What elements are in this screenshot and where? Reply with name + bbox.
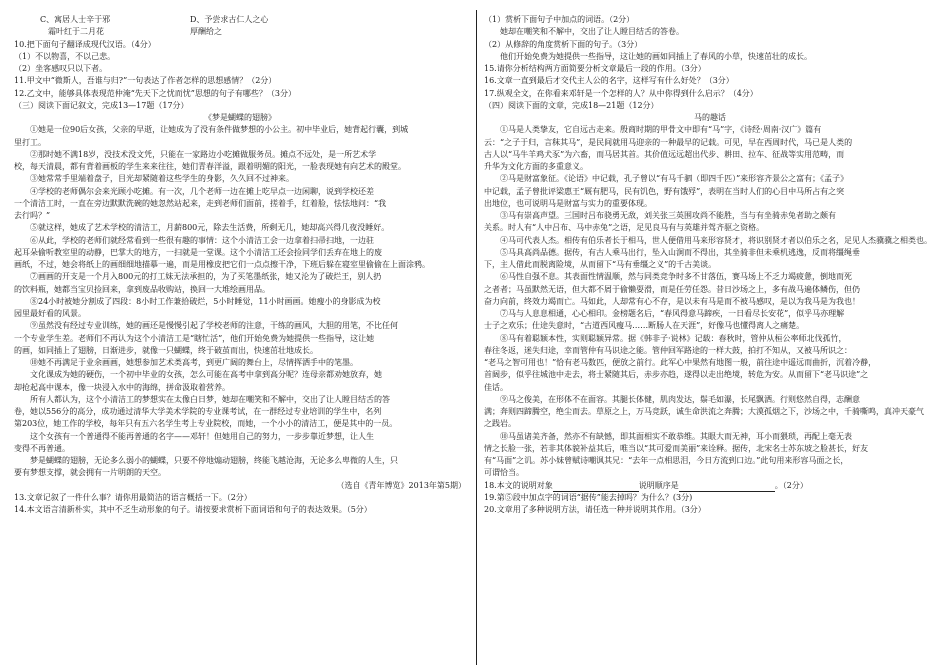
question-14-1: （1）赏析下面句子中加点的词语。（2分） [484,15,635,24]
paragraph-line: 出地位，也可说明马是财富与实力的重要体现。 [484,198,652,208]
paragraph-line: 云：“之子于归，言秣其马”，是民间就用马迎亲的一种最早的记载。可见，早在西周时代，马已是人类的 [484,137,853,147]
paragraph-line: 关系。时人有“人中吕布、马中赤兔”之语，足见良马有与英雄并驾齐驱之资格。 [484,223,765,233]
article-title: 《梦是蝴蝶的翅膀》 [204,113,276,122]
question-16: 16.文章一直到最后才交代主人公的名字，这样写有什么好处？（3分） [484,76,734,86]
paragraph-line: 春往冬返，迷失归途，幸而管仲有马识途之能。管仲回军路途的一样大鼓，拍打不知从，又被马所识之： [484,345,852,355]
paragraph-line: 第203位，她工作的学校，每年只有五六名学生考上专业院校，而她，一个小小的清洁工，便是其中的一员。 [14,419,398,429]
paragraph-line: 奋力向前，终效力竭而亡。马如此，人却常有心不存，是以未有马是而不被马感叹，是以为我马是为我也！ [484,296,860,306]
paragraph-line: 梦是蝴蝶的翅膀，无论多么弱小的蝴蝶，只要不停地煽动翅膀，终能飞越沧海，无论多么卑微的人生，只 [30,456,398,465]
paragraph-line: 一个清洁工时，一直在旁边默默洗碗的她忽然站起来，走到老师们面前，搓着手，红着脸，怯怯地问：“我 [14,198,387,208]
paragraph-line: ③她常常手里端着盘子，目光却紧随着这些学生的身影，久久回不过神来。 [30,174,294,184]
paragraph-line: ⑦画画的开支是一个月入800元的打工妹无法承担的，为了买笔墨纸张，她又沦为了破烂王，别人扔 [30,272,382,282]
paragraph-line: ④学校的老师偶尔会来光顾小吃摊。有一次，几个老师一边在摊上吃早点一边闲聊，说到学校还差 [30,186,374,196]
question-10: 10.把下面句子翻译成现代汉语。（4分） [14,39,156,49]
option-d-2: 厚酬给之 [190,27,222,37]
options-row-2 [14,26,466,38]
question-20: 20.文章用了多种说明方法，请任选一种并说明其作用。（3分） [484,505,706,514]
paragraph-line: ③马有崇高声望。三国时吕布骁勇无敌，刘关张三英围攻尚不能胜，当与有坐骑赤兔者助之颇有 [500,211,836,220]
paragraph-line: 文化课成为她的硬伤，一个初中毕业的女孩，怎么可能在高考中拿到高分呢？连母亲都劝她放弃，她 [30,370,382,380]
paragraph-line: 有“马面”之讥。苏小妹曾赋诗嘲讽其兄：“去年一点相思泪，今日方流到口边。”此句用来形容马面之长， [484,456,849,465]
paragraph-line: 之者者；马虽默然无语，但大都不屑于偷懒耍滑，而是任劳任怨。昔日沙场之上，多有战马遍体鳞伤，但仍 [484,284,860,294]
paragraph-line: 士子之欢乐；仕途失意时，“古道西风瘦马……断肠人在天涯”，好像马也懂得离人之痛楚。 [484,321,805,331]
paragraph-line: 要有梦想支撑，就会拥有一片明朗的天空。 [14,468,166,478]
section-4-heading: （四）阅读下面的文章，完成18—21题（12分） [484,100,659,110]
paragraph-line: 画纸，不过，她会将纸上的画细细地描摹一遍，而是用橡皮把它们一点点擦干净，下班后躲在寝室里偷偷在上面涂鸦。 [14,260,430,269]
paragraph-line: 这个女孩有一个普通得不能再普通的名字——邓轩！但她用自己的努力，一步步靠近梦想，让人生 [30,431,374,441]
question-17: 17.纵观全文，在你看来邓轩是一个怎样的人？从中你得到什么启示？（4分） [484,88,758,98]
option-d: D、予尝求古仁人之心 [190,15,269,24]
paragraph-line: 的画，如同插上了翅膀，日渐进步，就像一只蝴蝶，终于破茧而出，快速茁壮地成长。 [14,345,318,355]
paragraph-line: ①她是一位90后女孩，父亲的早逝，让她成为了没有条件做梦想的小公主。初中毕业后，她背起行囊，到城 [30,125,409,135]
question-19: 19.第⑤段中加点字的词语“据传”能去掉吗？为什么？(3分) [484,492,693,502]
paragraph-line: ④马可代表人杰。相传有伯乐者长于相马，世人便借用马来形容贤才，将识别贤才者以伯乐之名，足见人杰骥骥之相类也。 [500,235,932,245]
question-13: 13.文章记叙了一件什么事？请你用最简洁的语言概括一下。（2分） [14,492,252,502]
option-c-2: 霜叶红于二月花 [48,27,104,37]
paragraph-line: ⑧马有着聪颖本性，实则聪颖异常。据《韩非子·说林》记载：春秋时，管仲从桓公率师北伐孤竹， [500,333,847,343]
question-18-text-a: 18.本文的说明对象 [484,480,553,490]
paragraph-line: 却抢起高中课本，像一块浸入水中的海绵，拼命汲取着营养。 [14,382,230,392]
paragraph-line: ⑨马之俊美，在形体不在面容。其腿长体健，肌肉发达，鬃毛如瀑，长尾飘洒。行则悠然自得，志酬意 [500,394,860,404]
paragraph-line: 起耳朵偷听教室里的动静，巴掌大的地方，一扫就是一堂课。这个小清洁工还会捡同学们丢弃在地上的废 [14,247,382,257]
paragraph-line: 下，主人借此而脱离险境，从而留下“马有垂缰之义”的千古美谈。 [484,260,717,269]
paragraph-line: 的饮料瓶，她都当宝贝捡回来，拿到废品收购站，换回一大堆绘画用品。 [14,284,270,294]
paragraph-line: 一个专业学生差。老师们不再认为这个小清洁工是“瞎忙活”，他们开始免费为她提供一些指导，这让她 [14,333,375,343]
paragraph-line: ⑤马具高尚品德。据传，有古人乘马出行，坠入山涧而不得出，其坐骑非但未乘机逃逸，反而将缰绳垂 [500,247,860,257]
question-18-text-c: 。（2分） [774,480,808,490]
paragraph-line: 卷，她以556分的高分，成功通过清华大学美术学院的专业课考试，在一群经过专业培训的学生中，名列 [14,407,382,416]
paragraph-line: 园里最好看的风景。 [14,309,86,318]
paragraph-line: 校，每天清晨，都有背着画板的学生来来往往，她们青春洋溢，跟着明媚的阳光，一脸表现她有向艺术的殿堂。 [14,162,406,171]
answer-blank-order[interactable] [679,482,775,492]
question-14-2-sentence: 他们开始免费为她提供一些指导，这让她的画如同插上了春风的小草，快速茁壮的成长。 [500,51,812,61]
paragraph-line: 升华为文化方面的多重意义。 [484,162,588,171]
question-14-1-sentence: 她却在嘲笑和不解中，交出了让人瞠目结舌的答卷。 [500,27,684,37]
right-column [484,14,936,516]
paragraph-line: ⑤就这样，她成了艺术学校的清洁工，月薪800元，除去生活费，所剩无几，她却高兴得几夜没睡好。 [30,223,390,233]
paragraph-line: ⑧24小时被她分割成了四段：8小时工作兼拾破烂，5小时睡觉，11小时画画。她瘦小的身影成为校 [30,296,381,306]
paragraph-line: 变得不再普通。 [14,443,70,453]
paragraph-line: “老马之智可用也！”恰有老马数匹，便放之前行。此军心中果然有地图一般，前往途中遥远而曲折，沉着冷静， [484,358,877,367]
paragraph-line: 去行吗？” [14,211,51,220]
column-divider [476,10,477,665]
question-12: 12.乙文中，能够具体表现范仲淹“先天下之忧而忧”思想的句子有哪些？（3分） [14,88,296,98]
paragraph-line: 古人以“马牛羊鸡犬豕”为六畜，而马居其首。其价值远远超出代步、耕田、拉车、征战等实用范畴，而 [484,149,845,159]
paragraph-line: ⑨虽然没有经过专业训练，她的画还是慢慢引起了学校老师的注意，干练的画风，大胆的用笔，不比任何 [30,321,398,331]
paragraph-line: ①马是人类挚友，它自远古走来。殷商时期的甲骨文中即有“马”字，《诗经·周南·汉广》篇有 [500,125,822,135]
paragraph-line: 之践岩。 [484,419,516,429]
paragraph-line: ⑩马虽诸美齐备，然亦不有缺憾，即其面相实不敢恭维。其眼大而无神，耳小而猥琐，再配上毫无表 [500,431,852,441]
source-note: （选自《青年博览》2013年第5期） [336,480,466,490]
paragraph-line: 可谓恰当。 [484,468,524,478]
paragraph-line: 首阔步，似乎往城池中走去，将士紧随其后，赤步亦趋，遂得以走出绝境，转危为安。从而留下“老马识途”之 [484,370,869,380]
paragraph-line: ⑥从此，学校的老师们就经常看到一些很有趣的事情：这个小清洁工会一边拿着扫帚扫地，一边驻 [30,235,374,245]
paragraph-line: ⑦马与人息息相通，心心相印。金榜题名后，“春风得意马蹄疾，一日看尽长安花”，似乎马亦理解 [500,309,845,318]
paragraph-line: 满；奔则四蹄腾空，绝尘而去。草原之上，万马竞跃，诚生命洪流之奔腾；大漠孤烟之下，沙场之中，千骑嘶鸣，真冲天豪气 [484,407,924,416]
paragraph-line: 中记载，孟子曾批评梁惠王“厩有肥马，民有饥色，野有饿殍”，表明在当时人们的心目中马所占有之突 [484,186,845,196]
section-3-heading: （三）阅读下面记叙文，完成13—17题（17分） [14,100,189,110]
question-18 [484,480,936,492]
question-18-text-b: 说明顺序是 [638,480,679,490]
paragraph-line: 佳话。 [484,382,508,392]
options-row-1 [14,14,466,26]
question-15: 15.请你分析结构两方面简要分析文章最后一段的作用。（3分） [484,64,706,73]
article-title: 马的趣话 [694,113,726,122]
paragraph-line: ⑩她不再满足于业余画画，她想参加艺术类高考，到更广阔的舞台上，尽情挥洒手中的笔墨。 [30,358,358,367]
option-c: C、寓居人士辛于邪 [40,15,111,24]
paragraph-line: ②那时她不满18岁，没技术没文凭，只能在一家路边小吃摊做服务员。摊点不远处，是一所艺术学 [30,149,377,159]
question-10-1: （1）不以物喜，不以己悲。 [14,51,116,61]
paragraph-line: 情之长脸一张，若非其体貌补益其后，唯当以“其可爱而美丽”来诠释。据传，北宋名士苏东坡之脸甚长，好友 [484,443,869,453]
answer-blank-object[interactable] [553,482,639,492]
left-column [14,14,466,516]
paragraph-line: ②马是财富象征。《论语》中记载，孔子曾以“有马千驷（即四千匹）”来形容齐景公之富有；《孟子》 [500,174,849,184]
question-10-2: （2）坐客感叹只以下者。 [14,64,108,73]
paragraph-line: ⑥马性自强不息。其表面性情温顺，然与同类竞争时多不甘落伍，赛马场上不乏力竭疲惫，倒地而死 [500,272,852,282]
question-14: 14.本文语言清新朴实，其中不乏生动形象的句子。请按要求赏析下面词语和句子的表达效果。（5分） [14,505,372,514]
question-14-2: （2）从修辞的角度赏析下面的句子。（3分） [484,39,643,49]
question-11: 11.甲文中“微斯人，吾谁与归?”一句表达了作者怎样的思想感情？（2分） [14,76,277,86]
paragraph-line: 所有人都认为，这个小清洁工的梦想实在太像白日梦，她却在嘲笑和不解中，交出了让人瞠目结舌的答 [30,394,390,404]
paragraph-line: 里打工。 [14,137,46,147]
